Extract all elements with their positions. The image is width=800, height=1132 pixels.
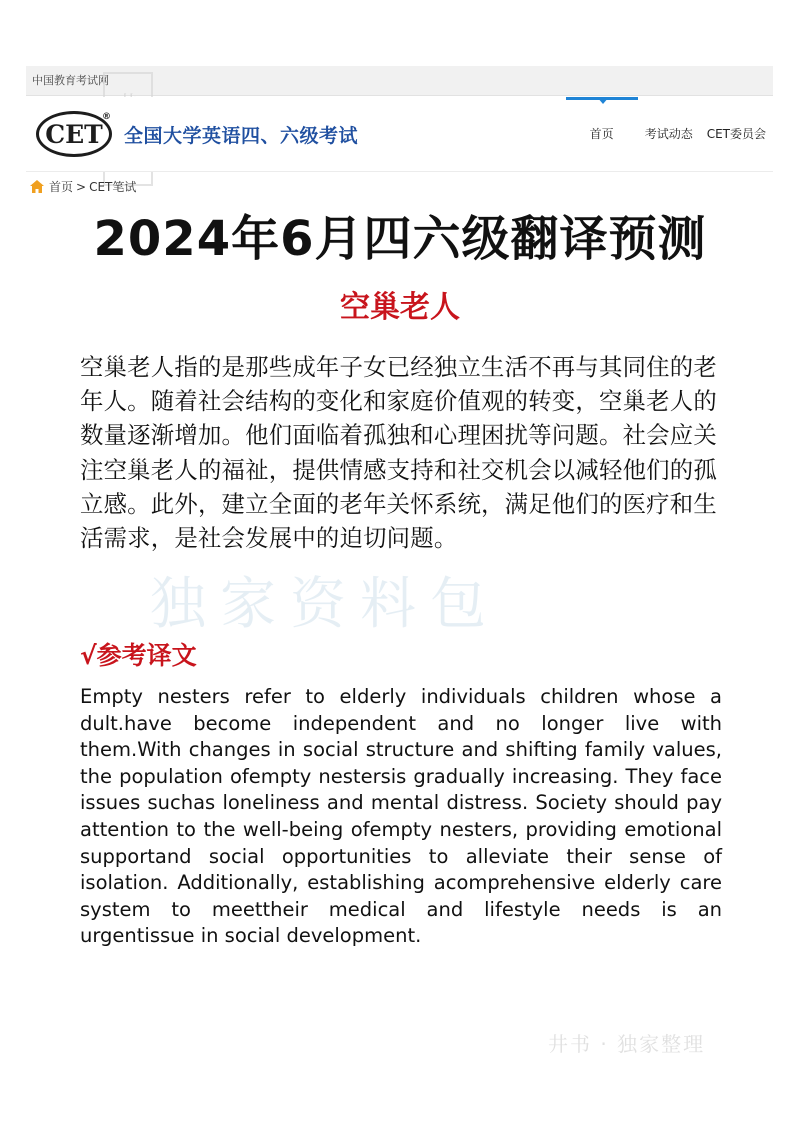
site-title[interactable]: 全国大学英语四、六级考试 [124,125,359,147]
nav-item-exam-news[interactable]: 考试动态 [644,127,693,141]
watermark-script: 独家资料包 [150,572,500,637]
cet-logo[interactable]: CET ® [36,111,112,157]
home-icon[interactable] [30,180,44,193]
article-subtitle: 空巢老人 [340,290,460,325]
breadcrumb-current[interactable]: CET笔试 [89,180,137,194]
reference-heading: √参考译文 [80,641,197,670]
english-translation: Empty nesters refer to elderly individuals children whose a dult.have become independent and no longer live with them.With changes in social structure and shifting family values, the population ofempty nestersis gradually increasing. They face issues suchas loneliness and mental distress. Society should pay attention to the well-being ofempty nesters, providing emotional supportand social opportunities to alleviate their sense of isolation. Additionally, establishing acomprehensive elderly care system to meettheir medical and lifestyle needs is an urgentissue in social development. [80,685,722,948]
breadcrumb-home[interactable]: 首页 [49,180,74,194]
site-name[interactable]: 中国教育考试网 [32,74,109,87]
main-nav [566,97,773,171]
nav-item-cet-committee[interactable]: CET委员会 [706,127,766,141]
breadcrumb [30,178,136,195]
chinese-passage: 空巢老人指的是那些成年子女已经独立生活不再与其同住的老年人。随着社会结构的变化和家庭价值观的转变，空巢老人的数量逐渐增加。他们面临着孤独和心理困扰等问题。社会应关注空巢老人的福祉，提供情感支持和社交机会以减轻他们的孤立感。此外，建立全面的老年关怀系统，满足他们的医疗和生活需求，是社会发展中的迫切问题。 [80,353,717,553]
site-header [26,97,773,172]
nav-item-home[interactable]: 首页 [566,97,638,171]
watermark-footer: 井书 · 独家整理 [548,1032,706,1056]
page-title: 2024年6月四六级翻译预测 [93,211,707,267]
breadcrumb-separator: > [76,179,87,194]
